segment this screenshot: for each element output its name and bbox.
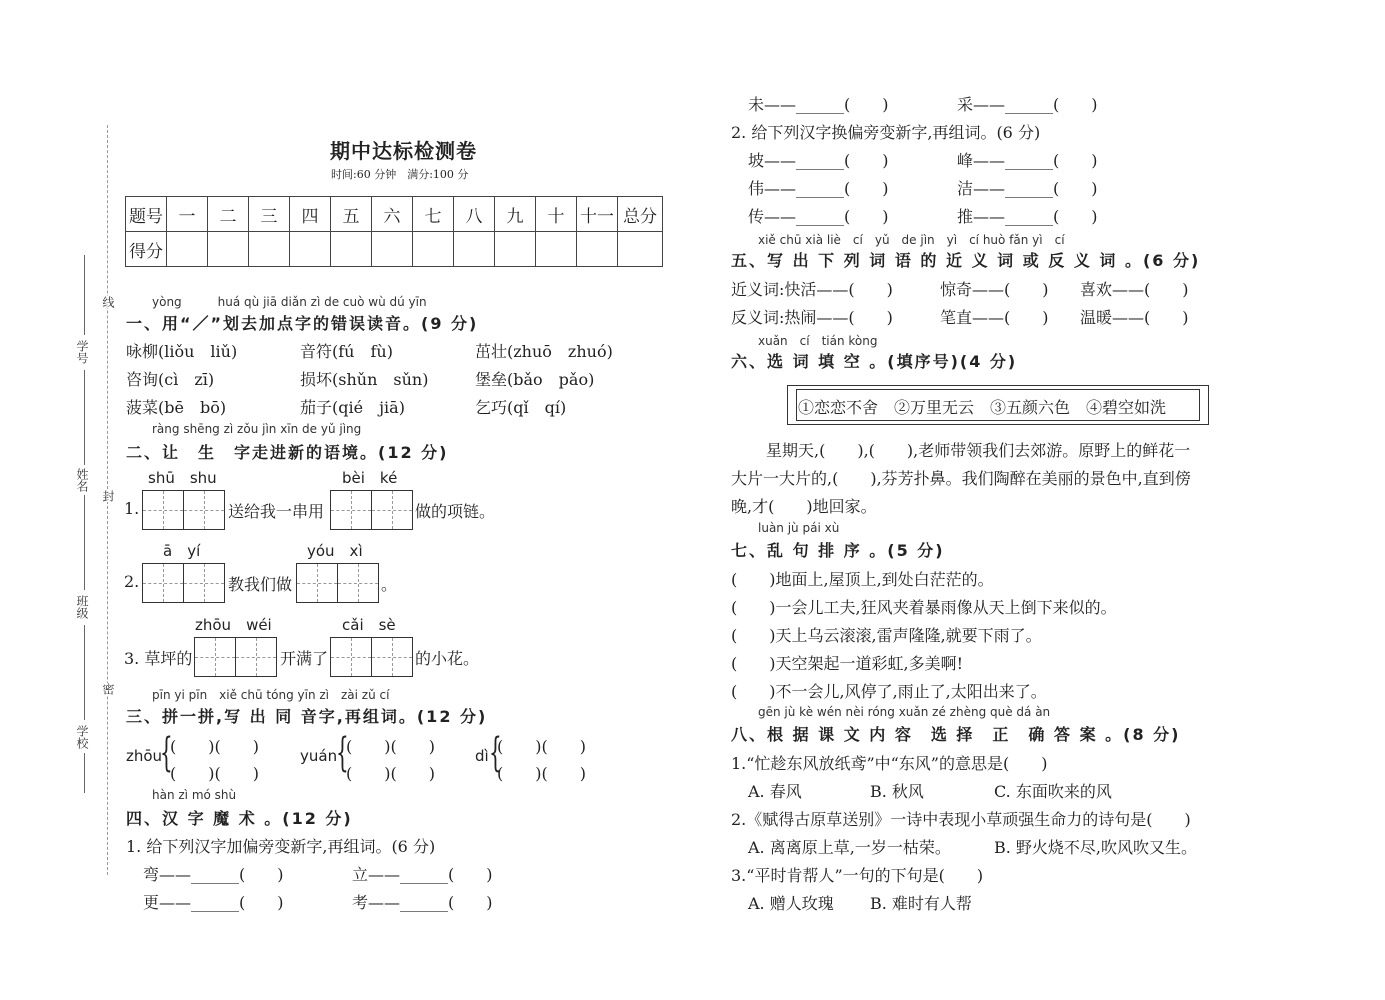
- s3-blank-row[interactable]: ( )( ): [170, 764, 259, 783]
- q1-mid: 送给我一串用: [228, 502, 325, 521]
- s4-q2-item[interactable]: 伟——______( ): [748, 179, 889, 198]
- s6-paragraph-line[interactable]: 星期天,( ),( ),老师带领我们去郊游。原野上的鲜花一: [766, 441, 1191, 460]
- s7-sentence[interactable]: ( )一会儿工夫,狂风夹着暴雨像从天上倒下来似的。: [731, 598, 1117, 617]
- q2-pinyin-1: ā yí: [163, 542, 201, 560]
- s3-blank-row[interactable]: ( )( ): [346, 737, 435, 756]
- class-label: 班级: [75, 595, 89, 619]
- s4-q1-item[interactable]: 更——______( ): [143, 893, 284, 912]
- header-cell: 十: [536, 197, 577, 232]
- score-cell[interactable]: [290, 232, 331, 267]
- section2-pinyin: ràng shēng zì zǒu jìn xīn de yǔ jìng: [152, 422, 362, 436]
- q2-pinyin-2: yóu xì: [307, 542, 363, 560]
- s8-option[interactable]: A. 赠人玫瑰: [748, 894, 834, 913]
- word-options: ①恋恋不舍 ②万里无云 ③五颜六色 ④碧空如洗: [798, 398, 1167, 417]
- s5-item[interactable]: 喜欢——( ): [1080, 280, 1189, 299]
- s1-item[interactable]: 茁壮(zhuō zhuó): [475, 342, 613, 361]
- score-table: [125, 196, 663, 267]
- s1-item[interactable]: 茄子(qié jiā): [300, 398, 405, 417]
- s5-item[interactable]: 反义词:热闹——( ): [731, 308, 893, 327]
- writing-grid[interactable]: [142, 490, 225, 530]
- s8-option[interactable]: B. 难时有人帮: [870, 894, 972, 913]
- exam-subtitle: 时间:60 分钟 满分:100 分: [331, 168, 469, 181]
- s6-paragraph-line[interactable]: 大片一大片的,( ),芬芳扑鼻。我们陶醉在美丽的景色中,直到傍: [731, 469, 1191, 488]
- q3-pinyin-1: zhōu wéi: [195, 616, 272, 634]
- writing-grid[interactable]: [194, 637, 277, 677]
- section6-heading: 六、选 词 填 空 。(填序号)(4 分): [731, 352, 1018, 371]
- s8-option[interactable]: A. 离离原上草,一岁一枯荣。: [748, 838, 951, 857]
- q3-pinyin-2: cǎi sè: [342, 616, 396, 634]
- brace: {: [336, 730, 349, 776]
- s3-blank-row[interactable]: ( )( ): [346, 764, 435, 783]
- score-cell[interactable]: [208, 232, 249, 267]
- section1-pinyin: yòng huá qù jiā diǎn zì de cuò wù dú yīn: [152, 295, 427, 309]
- s3-pinyin: zhōu: [126, 747, 163, 765]
- s3-blank-row[interactable]: ( )( ): [497, 764, 586, 783]
- section8-heading: 八、根 据 课 文 内 容 选 择 正 确 答 案 。(8 分): [731, 725, 1181, 744]
- section3-pinyin: pīn yi pīn xiě chū tóng yīn zì zài zǔ cí: [152, 688, 390, 702]
- s1-item[interactable]: 损坏(shǔn sǔn): [300, 370, 429, 389]
- student-id-field[interactable]: [84, 255, 85, 335]
- s8-q1[interactable]: 1.“忙趁东风放纸鸢”中“东风”的意思是( ): [731, 754, 1048, 773]
- q1-pinyin-2: bèi ké: [342, 469, 398, 487]
- score-cell[interactable]: [618, 232, 663, 267]
- section6-pinyin: xuǎn cí tián kòng: [758, 334, 878, 348]
- s8-option[interactable]: C. 东面吹来的风: [994, 782, 1112, 801]
- s7-sentence[interactable]: ( )天上乌云滚滚,雷声隆隆,就要下雨了。: [731, 626, 1042, 645]
- score-cell[interactable]: [372, 232, 413, 267]
- s5-item[interactable]: 惊奇——( ): [940, 280, 1049, 299]
- section5-heading: 五、写 出 下 列 词 语 的 近 义 词 或 反 义 词 。(6 分): [731, 251, 1201, 270]
- writing-grid[interactable]: [330, 637, 413, 677]
- header-cell: 十一: [577, 197, 618, 232]
- class-field[interactable]: [84, 625, 85, 720]
- school-field[interactable]: [84, 753, 85, 793]
- score-table-score-row: [126, 232, 663, 267]
- score-cell[interactable]: [249, 232, 290, 267]
- section4-heading: 四、汉 字 魔 术 。(12 分): [126, 809, 353, 828]
- header-cell: 二: [208, 197, 249, 232]
- s3-blank-row[interactable]: ( )( ): [170, 737, 259, 756]
- s3-blank-row[interactable]: ( )( ): [497, 737, 586, 756]
- student-id-label: 学号: [75, 340, 89, 364]
- section7-heading: 七、乱 句 排 序 。(5 分): [731, 541, 945, 560]
- s8-option[interactable]: B. 野火烧不尽,吹风吹又生。: [994, 838, 1198, 857]
- score-cell[interactable]: [167, 232, 208, 267]
- header-cell: 九: [495, 197, 536, 232]
- s4-q2-item[interactable]: 传——______( ): [748, 207, 889, 226]
- s7-sentence[interactable]: ( )地面上,屋顶上,到处白茫茫的。: [731, 570, 994, 589]
- score-table-header-row: [126, 197, 663, 232]
- q1-end: 做的项链。: [415, 502, 496, 521]
- seal-mi: 密: [101, 683, 115, 695]
- section1-heading: 一、用“／”划去加点字的错误读音。(9 分): [126, 314, 479, 333]
- seal-xian: 线: [101, 296, 115, 308]
- s1-item[interactable]: 菠菜(bē bō): [126, 398, 227, 417]
- s4-q2-prompt: 2. 给下列汉字换偏旁变新字,再组词。(6 分): [731, 123, 1041, 142]
- s5-item[interactable]: 温暖——( ): [1080, 308, 1189, 327]
- s4-q1-item[interactable]: 未——______( ): [748, 95, 889, 114]
- writing-grid[interactable]: [296, 563, 379, 603]
- name-label: 姓名: [75, 468, 89, 492]
- name-field[interactable]: [84, 495, 85, 590]
- header-cell: 总分: [618, 197, 663, 232]
- s4-q1-item[interactable]: 考——______( ): [352, 893, 493, 912]
- s5-item[interactable]: 笔直——( ): [940, 308, 1049, 327]
- header-cell: 七: [413, 197, 454, 232]
- header-cell: 三: [249, 197, 290, 232]
- header-cell: 八: [454, 197, 495, 232]
- brace: {: [489, 730, 502, 776]
- s8-option[interactable]: B. 秋风: [870, 782, 924, 801]
- s4-q2-item[interactable]: 峰——______( ): [957, 151, 1098, 170]
- s4-q2-item[interactable]: 洁——______( ): [957, 179, 1098, 198]
- section2-heading: 二、让 生 字走进新的语境。(12 分): [126, 443, 449, 462]
- s8-option[interactable]: A. 春风: [748, 782, 802, 801]
- writing-grid[interactable]: [330, 490, 413, 530]
- score-cell[interactable]: [577, 232, 618, 267]
- s4-q1-prompt: 1. 给下列汉字加偏旁变新字,再组词。(6 分): [126, 837, 436, 856]
- q3-end: 的小花。: [415, 649, 480, 668]
- header-cell: 六: [372, 197, 413, 232]
- q2-end: 。: [381, 575, 398, 594]
- s4-q2-item[interactable]: 坡——______( ): [748, 151, 889, 170]
- writing-grid[interactable]: [142, 563, 225, 603]
- q2-number: 2.: [124, 572, 140, 591]
- q3-mid: 开满了: [280, 649, 329, 668]
- score-cell[interactable]: [495, 232, 536, 267]
- s4-q1-item[interactable]: 弯——______( ): [143, 865, 284, 884]
- q3-number: 3. 草坪的: [124, 649, 193, 668]
- q1-pinyin-1: shū shu: [148, 469, 217, 487]
- seal-feng: 封: [101, 490, 115, 502]
- section3-heading: 三、拼一拼,写 出 同 音字,再组词。(12 分): [126, 707, 488, 726]
- section7-pinyin: luàn jù pái xù: [758, 521, 840, 535]
- s4-q1-item[interactable]: 采——______( ): [957, 95, 1098, 114]
- s7-sentence[interactable]: ( )不一会儿,风停了,雨止了,太阳出来了。: [731, 682, 1047, 701]
- s1-item[interactable]: 音符(fú fù): [300, 342, 393, 361]
- section8-pinyin: gēn jù kè wén nèi róng xuǎn zé zhèng què dá àn: [758, 705, 1051, 719]
- s4-q2-item[interactable]: 推——______( ): [957, 207, 1098, 226]
- s8-q2[interactable]: 2.《赋得古原草送别》一诗中表现小草顽强生命力的诗句是( ): [731, 810, 1191, 829]
- student-id-field-2[interactable]: [84, 370, 85, 465]
- school-label: 学校: [75, 725, 89, 749]
- score-cell[interactable]: [331, 232, 372, 267]
- header-cell: 一: [167, 197, 208, 232]
- header-cell: 题号: [126, 197, 167, 232]
- brace: {: [160, 730, 173, 776]
- s8-q3[interactable]: 3.“平时肯帮人”一句的下句是( ): [731, 866, 984, 885]
- header-cell: 四: [290, 197, 331, 232]
- exam-title: 期中达标检测卷: [330, 139, 477, 163]
- header-cell: 五: [331, 197, 372, 232]
- s6-paragraph-line[interactable]: 晚,才( )地回家。: [731, 497, 877, 516]
- s1-item[interactable]: 咏柳(liǒu liǔ): [126, 342, 238, 361]
- score-cell[interactable]: [536, 232, 577, 267]
- score-cell[interactable]: [413, 232, 454, 267]
- score-row-label: 得分: [126, 232, 167, 267]
- s3-pinyin: yuán: [300, 747, 338, 765]
- s1-item[interactable]: 乞巧(qǐ qí): [475, 398, 567, 417]
- s4-q1-item[interactable]: 立——______( ): [352, 865, 493, 884]
- q1-number: 1.: [124, 499, 140, 518]
- s5-item[interactable]: 近义词:快活——( ): [731, 280, 893, 299]
- section5-pinyin: xiě chū xià liè cí yǔ de jìn yì cí huò fǎn yì cí: [758, 233, 1065, 247]
- q2-mid: 教我们做: [228, 575, 293, 594]
- section4-pinyin: hàn zì mó shù: [152, 788, 237, 802]
- s1-item[interactable]: 咨询(cì zī): [126, 370, 215, 389]
- score-cell[interactable]: [454, 232, 495, 267]
- s1-item[interactable]: 堡垒(bǎo pǎo): [475, 370, 595, 389]
- s3-pinyin: dì: [475, 747, 489, 765]
- s7-sentence[interactable]: ( )天空架起一道彩虹,多美啊!: [731, 654, 964, 673]
